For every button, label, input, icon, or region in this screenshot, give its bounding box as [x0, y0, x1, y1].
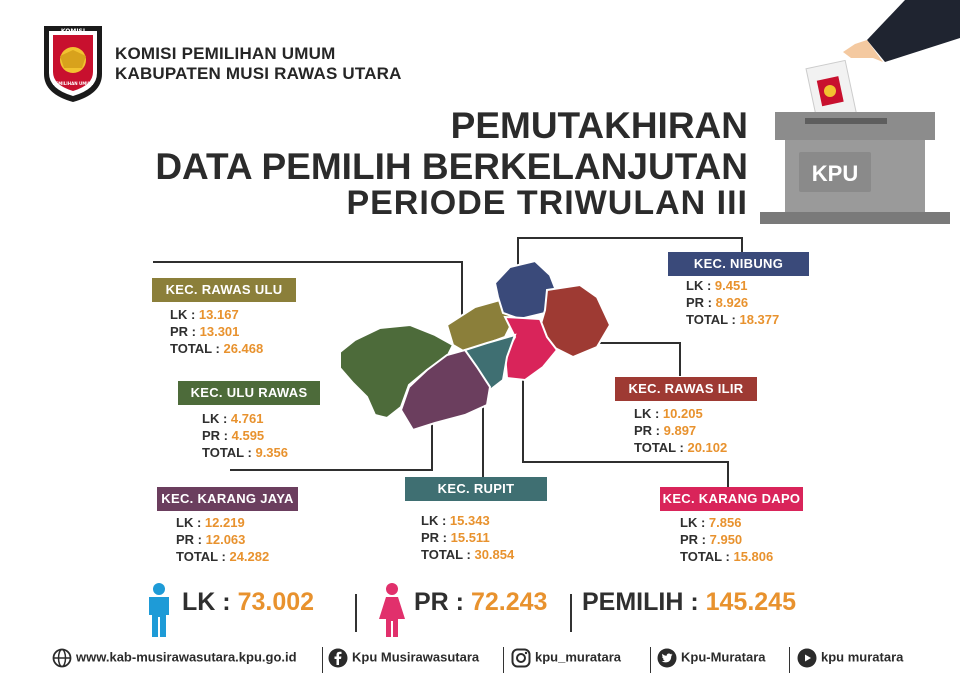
summary-pemilih-label: PEMILIH : — [582, 588, 699, 616]
title-line-3: PERIODE TRIWULAN III — [346, 184, 748, 222]
summary-lk-value: 73.002 — [237, 588, 315, 616]
pr-label: PR : — [421, 530, 447, 545]
district-label-rupit: KEC. RUPIT — [405, 477, 547, 501]
total-label: TOTAL : — [686, 312, 736, 327]
facebook-icon — [328, 648, 348, 668]
pr-value: 12.063 — [205, 532, 246, 547]
lk-value: 13.167 — [198, 307, 239, 322]
district-label-karang-jaya: KEC. KARANG JAYA — [157, 487, 298, 511]
summary-pemilih-value: 145.245 — [705, 588, 796, 616]
lk-value: 15.343 — [449, 513, 490, 528]
stats-ulu-rawas — [202, 410, 288, 461]
summary-pr-value: 72.243 — [470, 588, 548, 616]
lk-label: LK : — [680, 515, 706, 530]
pr-value: 13.301 — [199, 324, 240, 339]
lk-value: 7.856 — [708, 515, 742, 530]
total-value: 9.356 — [255, 445, 289, 460]
summary-lk — [182, 588, 314, 617]
org-line-2: KABUPATEN MUSI RAWAS UTARA — [115, 64, 402, 83]
stats-karang-jaya — [176, 514, 269, 565]
summary-lk-label: LK : — [182, 588, 231, 616]
lk-label: LK : — [176, 515, 202, 530]
total-value: 15.806 — [733, 549, 774, 564]
district-label-rawas-ilir: KEC. RAWAS ILIR — [615, 377, 757, 401]
pr-value: 4.595 — [231, 428, 265, 443]
pr-label: PR : — [202, 428, 228, 443]
logo-text-top: KOMISI — [60, 28, 86, 35]
stats-rawas-ulu — [170, 306, 263, 357]
summary-pr — [414, 588, 547, 617]
pr-value: 9.897 — [663, 423, 697, 438]
pr-value: 15.511 — [450, 530, 490, 545]
org-line-1: KOMISI PEMILIHAN UMUM — [115, 44, 336, 63]
stats-karang-dapo — [680, 514, 773, 565]
globe-icon — [52, 648, 72, 668]
district-map — [335, 255, 615, 445]
pr-value: 8.926 — [715, 295, 749, 310]
total-value: 26.468 — [223, 341, 264, 356]
lk-value: 9.451 — [714, 278, 748, 293]
male-icon — [146, 583, 172, 637]
youtube-text: kpu muratara — [821, 649, 904, 665]
district-label-karang-dapo: KEC. KARANG DAPO — [660, 487, 803, 511]
total-label: TOTAL : — [176, 549, 226, 564]
lk-value: 10.205 — [662, 406, 703, 421]
facebook-text: Kpu Musirawasutara — [352, 649, 480, 665]
organization-name — [115, 44, 402, 84]
summary-divider — [570, 594, 572, 632]
footer-youtube[interactable] — [797, 648, 903, 668]
stats-rawas-ilir — [634, 405, 727, 456]
lk-label: LK : — [686, 278, 712, 293]
pr-label: PR : — [686, 295, 712, 310]
pr-value: 7.950 — [709, 532, 743, 547]
footer-twitter[interactable] — [657, 648, 766, 668]
district-label-nibung: KEC. NIBUNG — [668, 252, 809, 276]
total-value: 18.377 — [739, 312, 780, 327]
footer-divider — [789, 647, 790, 673]
youtube-icon — [797, 648, 817, 668]
kpu-logo — [38, 22, 108, 104]
summary-pr-label: PR : — [414, 588, 464, 616]
twitter-icon — [657, 648, 677, 668]
title-line-2: DATA PEMILIH BERKELANJUTAN — [155, 146, 748, 187]
pr-label: PR : — [680, 532, 706, 547]
female-icon — [378, 583, 406, 637]
footer-divider — [650, 647, 651, 673]
title-line-1: PEMUTAKHIRAN — [450, 105, 748, 146]
footer-divider — [322, 647, 323, 673]
summary-pemilih — [582, 588, 796, 617]
total-value: 30.854 — [474, 547, 515, 562]
total-label: TOTAL : — [634, 440, 684, 455]
total-value: 24.282 — [229, 549, 270, 564]
lk-label: LK : — [421, 513, 447, 528]
ballot-box-label: KPU — [811, 161, 859, 186]
website-text: www.kab-musirawasutara.kpu.go.id — [76, 649, 297, 665]
lk-label: LK : — [202, 411, 228, 426]
stats-nibung — [686, 277, 779, 328]
lk-label: LK : — [634, 406, 660, 421]
total-label: TOTAL : — [421, 547, 471, 562]
footer-divider — [503, 647, 504, 673]
total-value: 20.102 — [687, 440, 728, 455]
ballot-box-illustration — [755, 0, 960, 230]
total-label: TOTAL : — [680, 549, 730, 564]
summary-divider — [355, 594, 357, 632]
footer-website[interactable] — [52, 648, 297, 668]
lk-value: 4.761 — [230, 411, 264, 426]
pr-label: PR : — [634, 423, 660, 438]
district-label-rawas-ulu: KEC. RAWAS ULU — [152, 278, 296, 302]
total-label: TOTAL : — [202, 445, 252, 460]
instagram-icon — [511, 648, 531, 668]
logo-text-bottom: PEMILIHAN UMUM — [52, 81, 94, 86]
pr-label: PR : — [170, 324, 196, 339]
lk-label: LK : — [170, 307, 196, 322]
instagram-text: kpu_muratara — [535, 649, 621, 665]
total-label: TOTAL : — [170, 341, 220, 356]
stats-rupit — [421, 512, 514, 563]
lk-value: 12.219 — [204, 515, 245, 530]
suit-sleeve — [867, 0, 960, 62]
pr-label: PR : — [176, 532, 202, 547]
footer-instagram[interactable] — [511, 648, 621, 668]
twitter-text: Kpu-Muratara — [681, 649, 766, 665]
district-label-ulu-rawas: KEC. ULU RAWAS — [178, 381, 320, 405]
footer-facebook[interactable] — [328, 648, 479, 668]
